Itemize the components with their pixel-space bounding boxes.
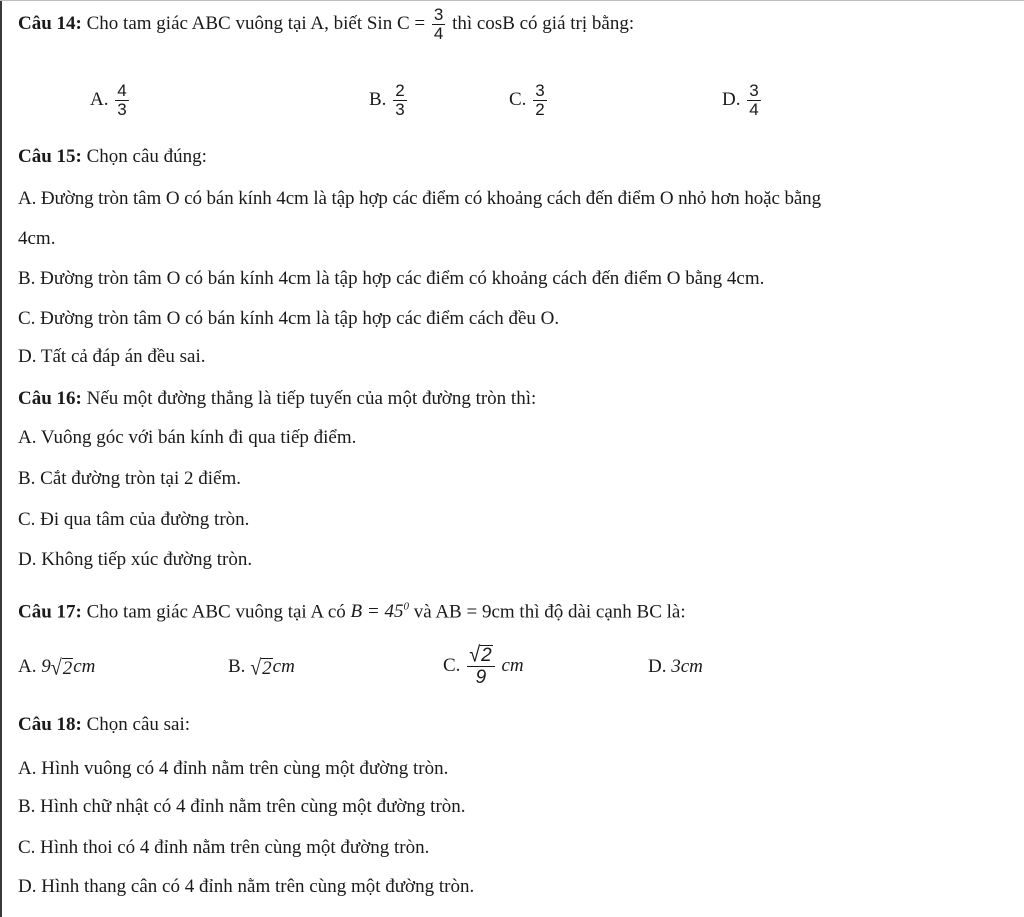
fraction-numerator: 3	[535, 81, 545, 100]
fraction-denominator: 2	[535, 100, 545, 119]
option-fraction	[467, 644, 495, 689]
fraction-denominator: 3	[395, 100, 405, 119]
option-fraction	[533, 82, 546, 119]
option-value	[41, 655, 96, 680]
question-text: Cho tam giác ABC vuông tại A có	[86, 601, 346, 623]
option-d[interactable]: D. Không tiếp xúc đường tròn.	[18, 549, 253, 570]
option-a[interactable]: A. Hình vuông có 4 đỉnh nằm trên cùng một đường tròn.	[18, 758, 449, 779]
option-label: C.	[509, 88, 527, 110]
option-label: C.	[443, 654, 461, 676]
unit: cm	[73, 656, 96, 677]
option-a[interactable]: A. Vuông góc với bán kính đi qua tiếp điểm.	[18, 427, 357, 448]
fraction-numerator	[467, 644, 495, 667]
option-b[interactable]	[228, 656, 295, 679]
option-c[interactable]	[509, 82, 549, 119]
question-number: Câu 16:	[18, 388, 82, 409]
question-16	[18, 388, 536, 410]
unit: cm	[501, 654, 524, 676]
fraction-numerator: 3	[749, 81, 759, 100]
question-14	[18, 6, 634, 43]
page-border-left	[0, 0, 2, 917]
question-text: Nếu một đường thẳng là tiếp tuyến của một đường tròn thì:	[86, 388, 537, 409]
option-label: B.	[369, 88, 387, 110]
option-b[interactable]: B. Cắt đường tròn tại 2 điểm.	[18, 468, 241, 489]
option-value: 3cm	[671, 656, 703, 677]
fraction-denominator: 4	[433, 24, 444, 43]
fraction-sin-c	[432, 6, 445, 43]
angle-expression	[351, 601, 409, 622]
question-18	[18, 714, 190, 736]
option-label: A.	[90, 88, 109, 110]
question-number: Câu 18:	[18, 714, 82, 735]
coefficient: 9	[41, 656, 51, 677]
question-number: Câu 15:	[18, 146, 82, 167]
unit: cm	[272, 656, 295, 677]
question-17	[18, 596, 686, 623]
option-label: A.	[18, 656, 37, 677]
option-b[interactable]	[369, 82, 409, 119]
option-c[interactable]: C. Đường tròn tâm O có bán kính 4cm là tập hợp các điểm cách đều O.	[18, 308, 560, 329]
option-b[interactable]: B. Hình chữ nhật có 4 đỉnh nằm trên cùng một đường tròn.	[18, 796, 466, 817]
option-d[interactable]	[648, 656, 703, 678]
fraction-denominator: 3	[117, 100, 127, 119]
angle-value: B = 45	[350, 601, 404, 623]
question-15	[18, 146, 207, 168]
question-number: Câu 17:	[18, 601, 82, 623]
option-fraction	[747, 82, 760, 119]
question-text: Cho tam giác ABC vuông tại A, biết Sin C =	[86, 12, 426, 34]
radicand: 2	[62, 657, 73, 679]
option-c[interactable]	[443, 644, 524, 689]
fraction-numerator: 2	[395, 81, 405, 100]
radicand: 2	[262, 657, 272, 679]
option-c[interactable]: C. Hình thoi có 4 đỉnh nằm trên cùng một đường tròn.	[18, 837, 430, 858]
option-b[interactable]: B. Đường tròn tâm O có bán kính 4cm là tập hợp các điểm có khoảng cách đến điểm O bằng 4cm.	[18, 268, 765, 289]
fraction-numerator: 4	[117, 81, 127, 100]
square-root	[469, 644, 493, 666]
option-d[interactable]: D. Tất cả đáp án đều sai.	[18, 346, 206, 367]
page-border-top	[0, 0, 1024, 1]
radicand: 2	[481, 645, 492, 666]
question-text-end: và AB = 9cm thì độ dài cạnh BC là:	[413, 601, 686, 623]
radical-sign: √	[250, 655, 262, 680]
square-root	[51, 657, 73, 679]
question-text: Chọn câu sai:	[86, 714, 191, 735]
fraction-denominator: 9	[475, 667, 487, 689]
question-number: Câu 14:	[18, 12, 82, 34]
degree-mark: 0	[403, 601, 409, 613]
radical-sign: √	[50, 655, 62, 680]
option-d[interactable]	[722, 82, 763, 119]
option-a-continued: 4cm.	[18, 228, 56, 249]
fraction-numerator: 3	[433, 5, 444, 24]
option-value	[250, 655, 295, 680]
option-label: D.	[722, 88, 741, 110]
option-a[interactable]	[18, 656, 95, 679]
option-label: B.	[228, 656, 246, 677]
option-a[interactable]	[90, 82, 131, 119]
option-fraction	[393, 82, 406, 119]
option-fraction	[115, 82, 128, 119]
option-label: D.	[648, 656, 667, 677]
option-c[interactable]: C. Đi qua tâm của đường tròn.	[18, 509, 250, 530]
radical-sign: √	[469, 642, 481, 668]
question-text: Chọn câu đúng:	[86, 146, 207, 167]
square-root	[250, 657, 272, 679]
option-d[interactable]: D. Hình thang cân có 4 đỉnh nằm trên cùng một đường tròn.	[18, 876, 475, 897]
question-text-end: thì cosB có giá trị bằng:	[452, 12, 635, 34]
fraction-denominator: 4	[749, 100, 759, 119]
option-a[interactable]: A. Đường tròn tâm O có bán kính 4cm là tập hợp các điểm có khoảng cách đến điểm O nhỏ hơn hoặc bằng	[18, 188, 821, 209]
